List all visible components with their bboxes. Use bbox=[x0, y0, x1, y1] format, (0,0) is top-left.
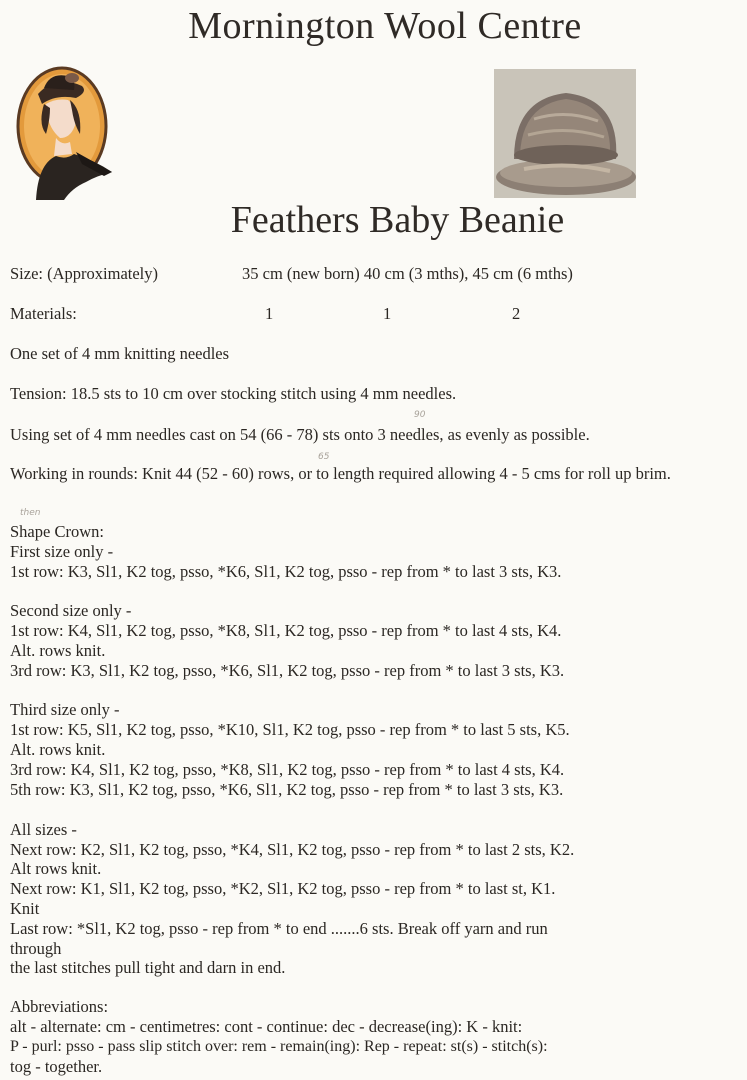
abbreviations-line: P - purl: psso - pass slip stitch over: rem - remain(ing): Rep - repeat: st(s) - stitch(s): bbox=[10, 1038, 548, 1055]
needles-line: One set of 4 mm knitting needles bbox=[10, 344, 230, 363]
pencil-note: then bbox=[20, 508, 41, 518]
third-size-row: 5th row: K3, Sl1, K2 tog, psso, *K6, Sl1, K2 tog, psso - rep from * to last 3 sts, K3. bbox=[10, 780, 564, 799]
shop-name-heading: Mornington Wool Centre bbox=[188, 5, 582, 47]
abbreviations-line: tog - together. bbox=[10, 1057, 103, 1076]
shop-logo bbox=[16, 64, 120, 200]
all-sizes-row: through bbox=[10, 939, 62, 958]
second-size-row: Alt. rows knit. bbox=[10, 641, 106, 660]
pencil-note: 65 bbox=[318, 452, 330, 462]
shape-crown-heading: Shape Crown: bbox=[10, 522, 104, 541]
materials-quantity: 2 bbox=[512, 304, 521, 323]
all-sizes-row: Next row: K2, Sl1, K2 tog, psso, *K4, Sl1, K2 tog, psso - rep from * to last 2 sts, K2. bbox=[10, 840, 575, 859]
second-size-row: 3rd row: K3, Sl1, K2 tog, psso, *K6, Sl1, K2 tog, psso - rep from * to last 3 sts, K3. bbox=[10, 661, 565, 680]
second-size-row: 1st row: K4, Sl1, K2 tog, psso, *K8, Sl1, K2 tog, psso - rep from * to last 4 sts, K4. bbox=[10, 621, 562, 640]
materials-quantity: 1 bbox=[265, 304, 274, 323]
first-size-row: 1st row: K3, Sl1, K2 tog, psso, *K6, Sl1, K2 tog, psso - rep from * to last 3 sts, K3. bbox=[10, 562, 562, 581]
all-sizes-row: Next row: K1, Sl1, K2 tog, psso, *K2, Sl1, K2 tog, psso - rep from * to last st, K1. bbox=[10, 879, 556, 898]
materials-label: Materials: bbox=[10, 304, 77, 323]
cast-on-paragraph: Using set of 4 mm needles cast on 54 (66 - 78) sts onto 3 needles, as evenly as possible. bbox=[10, 425, 590, 444]
third-size-row: Alt. rows knit. bbox=[10, 740, 106, 759]
all-sizes-row: Last row: *Sl1, K2 tog, psso - rep from * to end .......6 sts. Break off yarn and run bbox=[10, 919, 548, 938]
pencil-note: 90 bbox=[414, 410, 426, 420]
abbreviations-heading: Abbreviations: bbox=[10, 997, 109, 1016]
size-label: Size: (Approximately) bbox=[10, 264, 159, 283]
size-value: 35 cm (new born) 40 cm (3 mths), 45 cm (6 mths) bbox=[242, 264, 573, 283]
first-size-heading: First size only - bbox=[10, 542, 114, 561]
third-size-row: 1st row: K5, Sl1, K2 tog, psso, *K10, Sl1, K2 tog, psso - rep from * to last 5 sts, K5. bbox=[10, 720, 570, 739]
tension-line: Tension: 18.5 sts to 10 cm over stocking stitch using 4 mm needles. bbox=[10, 384, 457, 403]
beanie-photo bbox=[494, 69, 636, 198]
pattern-title: Feathers Baby Beanie bbox=[230, 199, 565, 241]
all-sizes-row: the last stitches pull tight and darn in end. bbox=[10, 958, 286, 977]
all-sizes-heading: All sizes - bbox=[10, 820, 77, 839]
second-size-heading: Second size only - bbox=[10, 601, 132, 620]
working-paragraph: Working in rounds: Knit 44 (52 - 60) rows, or to length required allowing 4 - 5 cms for roll up brim. bbox=[10, 464, 671, 483]
third-size-row: 3rd row: K4, Sl1, K2 tog, psso, *K8, Sl1, K2 tog, psso - rep from * to last 4 sts, K4. bbox=[10, 760, 565, 779]
abbreviations-line: alt - alternate: cm - centimetres: cont - continue: dec - decrease(ing): K - knit: bbox=[10, 1017, 523, 1036]
all-sizes-row: Knit bbox=[10, 899, 40, 918]
third-size-heading: Third size only - bbox=[10, 700, 120, 719]
all-sizes-row: Alt rows knit. bbox=[10, 859, 102, 878]
materials-quantity: 1 bbox=[383, 304, 392, 323]
